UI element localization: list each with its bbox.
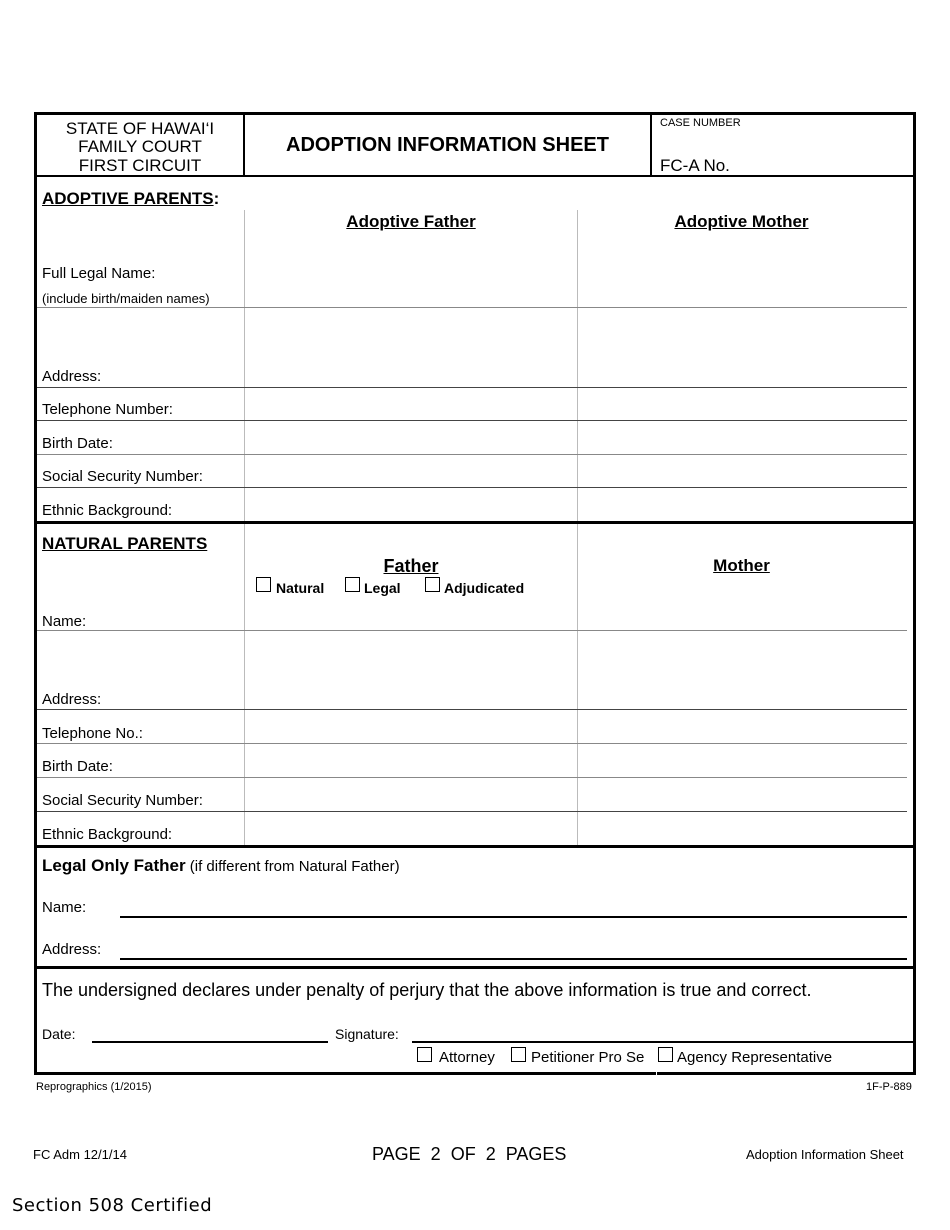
legal-father-heading [42, 856, 400, 876]
adoptive-address-label: Address: [42, 368, 102, 385]
natural-checkbox-label: Natural [276, 580, 325, 596]
row-rule [37, 387, 907, 388]
natural-mother-address-field[interactable] [579, 633, 906, 708]
page-number: PAGE 2 OF 2 PAGES [372, 1144, 567, 1164]
natural-telephone-label: Telephone No.: [42, 725, 143, 742]
natural-section-bottom [34, 845, 916, 848]
row-rule [37, 630, 907, 631]
declaration-text: The undersigned declares under penalty of perjury that the above information is true and correct. [42, 980, 812, 1000]
natural-checkbox[interactable] [256, 577, 271, 592]
adoptive-father-heading: Adoptive Father [346, 212, 476, 231]
natural-ethnic-label: Ethnic Background: [42, 826, 173, 843]
row-rule [37, 709, 907, 710]
row-rule [37, 777, 907, 778]
frame-top [34, 112, 916, 115]
adoptive-mother-ethnic-field[interactable] [579, 490, 906, 520]
row-rule [37, 811, 907, 812]
natural-mother-heading: Mother [713, 556, 770, 575]
natural-mother-birth-field[interactable] [579, 746, 906, 776]
adoptive-mother-heading: Adoptive Mother [674, 212, 809, 231]
case-number-field[interactable] [745, 152, 905, 174]
legal-father-address-label: Address: [42, 941, 102, 958]
natural-mother-ssn-field[interactable] [579, 780, 906, 810]
attorney-label: Attorney [439, 1049, 495, 1066]
adjudicated-checkbox[interactable] [425, 577, 440, 592]
agency-label: Agency Representative [677, 1049, 833, 1066]
signature-field[interactable] [412, 1024, 913, 1043]
natural-col-divider-1 [244, 524, 245, 846]
legal-father-title: Legal Only Father [42, 856, 186, 875]
row-rule [37, 307, 907, 308]
adoptive-col-divider-1 [244, 210, 245, 522]
natural-col-divider-2 [577, 524, 578, 846]
adoptive-father-telephone-field[interactable] [246, 390, 576, 419]
natural-father-ssn-field[interactable] [246, 780, 576, 810]
pro-se-label: Petitioner Pro Se [531, 1049, 645, 1066]
adoptive-mother-birth-field[interactable] [579, 423, 906, 453]
natural-ssn-label: Social Security Number: [42, 792, 203, 809]
date-field[interactable] [92, 1024, 328, 1043]
case-number-label: CASE NUMBER [660, 117, 741, 129]
declaration-inner-rule [656, 1072, 657, 1075]
signature-label: Signature: [335, 1026, 399, 1042]
adoptive-col-divider-2 [577, 210, 578, 522]
legal-father-name-field[interactable] [120, 897, 907, 918]
reprographics: Reprographics (1/2015) [36, 1081, 152, 1093]
adoptive-section-bottom [34, 521, 916, 524]
court-state: STATE OF HAWAI‘I [65, 119, 215, 138]
adoptive-father-address-field[interactable] [246, 310, 576, 386]
adoptive-mother-ssn-field[interactable] [579, 457, 906, 486]
header-divider-2 [650, 113, 652, 176]
natural-father-heading: Father [383, 556, 439, 576]
adoptive-birth-label: Birth Date: [42, 435, 113, 452]
frame-bottom [34, 1072, 916, 1075]
adoptive-mother-name-field[interactable] [579, 260, 906, 306]
date-label: Date: [42, 1026, 76, 1042]
adoptive-full-name-label: Full Legal Name: [42, 265, 156, 282]
row-rule [37, 420, 907, 421]
legal-father-name-label: Name: [42, 899, 87, 916]
attorney-checkbox[interactable] [417, 1047, 432, 1062]
adoptive-section-title [42, 189, 219, 209]
adoptive-father-birth-field[interactable] [246, 423, 576, 453]
section-508: Section 508 Certified [12, 1195, 213, 1216]
natural-mother-ethnic-field[interactable] [579, 814, 906, 844]
natural-birth-label: Birth Date: [42, 758, 113, 775]
page-title: ADOPTION INFORMATION SHEET [286, 134, 609, 156]
case-number-prefix: FC-A No. [660, 156, 730, 175]
frame-right [913, 112, 916, 1075]
natural-father-telephone-field[interactable] [246, 712, 576, 742]
adoptive-ssn-label: Social Security Number: [42, 468, 203, 485]
agency-checkbox[interactable] [658, 1047, 673, 1062]
natural-section-title: NATURAL PARENTS [42, 534, 208, 553]
form-code: 1F-P-889 [866, 1081, 912, 1093]
fc-adm: FC Adm 12/1/14 [33, 1147, 127, 1162]
frame-left [34, 112, 37, 1075]
adoptive-mother-telephone-field[interactable] [579, 390, 906, 419]
natural-mother-name-field[interactable] [579, 600, 906, 629]
adjudicated-checkbox-label: Adjudicated [444, 580, 525, 596]
legal-father-bottom [34, 966, 916, 969]
row-rule [37, 454, 907, 455]
legal-father-note: (if different from Natural Father) [189, 858, 400, 875]
adoptive-ethnic-label: Ethnic Background: [42, 502, 173, 519]
adoptive-telephone-label: Telephone Number: [42, 401, 173, 418]
natural-father-ethnic-field[interactable] [246, 814, 576, 844]
adoptive-father-name-field[interactable] [246, 260, 576, 306]
adoptive-section-title-text: ADOPTIVE PARENTS [42, 189, 214, 208]
natural-father-birth-field[interactable] [246, 746, 576, 776]
pro-se-checkbox[interactable] [511, 1047, 526, 1062]
natural-name-label: Name: [42, 613, 87, 630]
natural-father-address-field[interactable] [246, 633, 576, 708]
natural-father-name-field[interactable] [246, 600, 576, 629]
adoptive-section-colon: : [213, 189, 220, 208]
natural-address-label: Address: [42, 691, 102, 708]
court-circuit: FIRST CIRCUIT [78, 156, 202, 175]
natural-mother-telephone-field[interactable] [579, 712, 906, 742]
row-rule [37, 487, 907, 488]
sheet-name: Adoption Information Sheet [746, 1147, 904, 1162]
row-rule [37, 743, 907, 744]
adoptive-mother-address-field[interactable] [579, 310, 906, 386]
adoptive-full-name-note: (include birth/maiden names) [42, 291, 210, 306]
adoptive-father-ethnic-field[interactable] [246, 490, 576, 520]
adoptive-father-ssn-field[interactable] [246, 457, 576, 486]
legal-checkbox-label: Legal [364, 580, 401, 596]
legal-father-address-field[interactable] [120, 939, 907, 960]
legal-checkbox[interactable] [345, 577, 360, 592]
court-family: FAMILY COURT [78, 137, 202, 156]
